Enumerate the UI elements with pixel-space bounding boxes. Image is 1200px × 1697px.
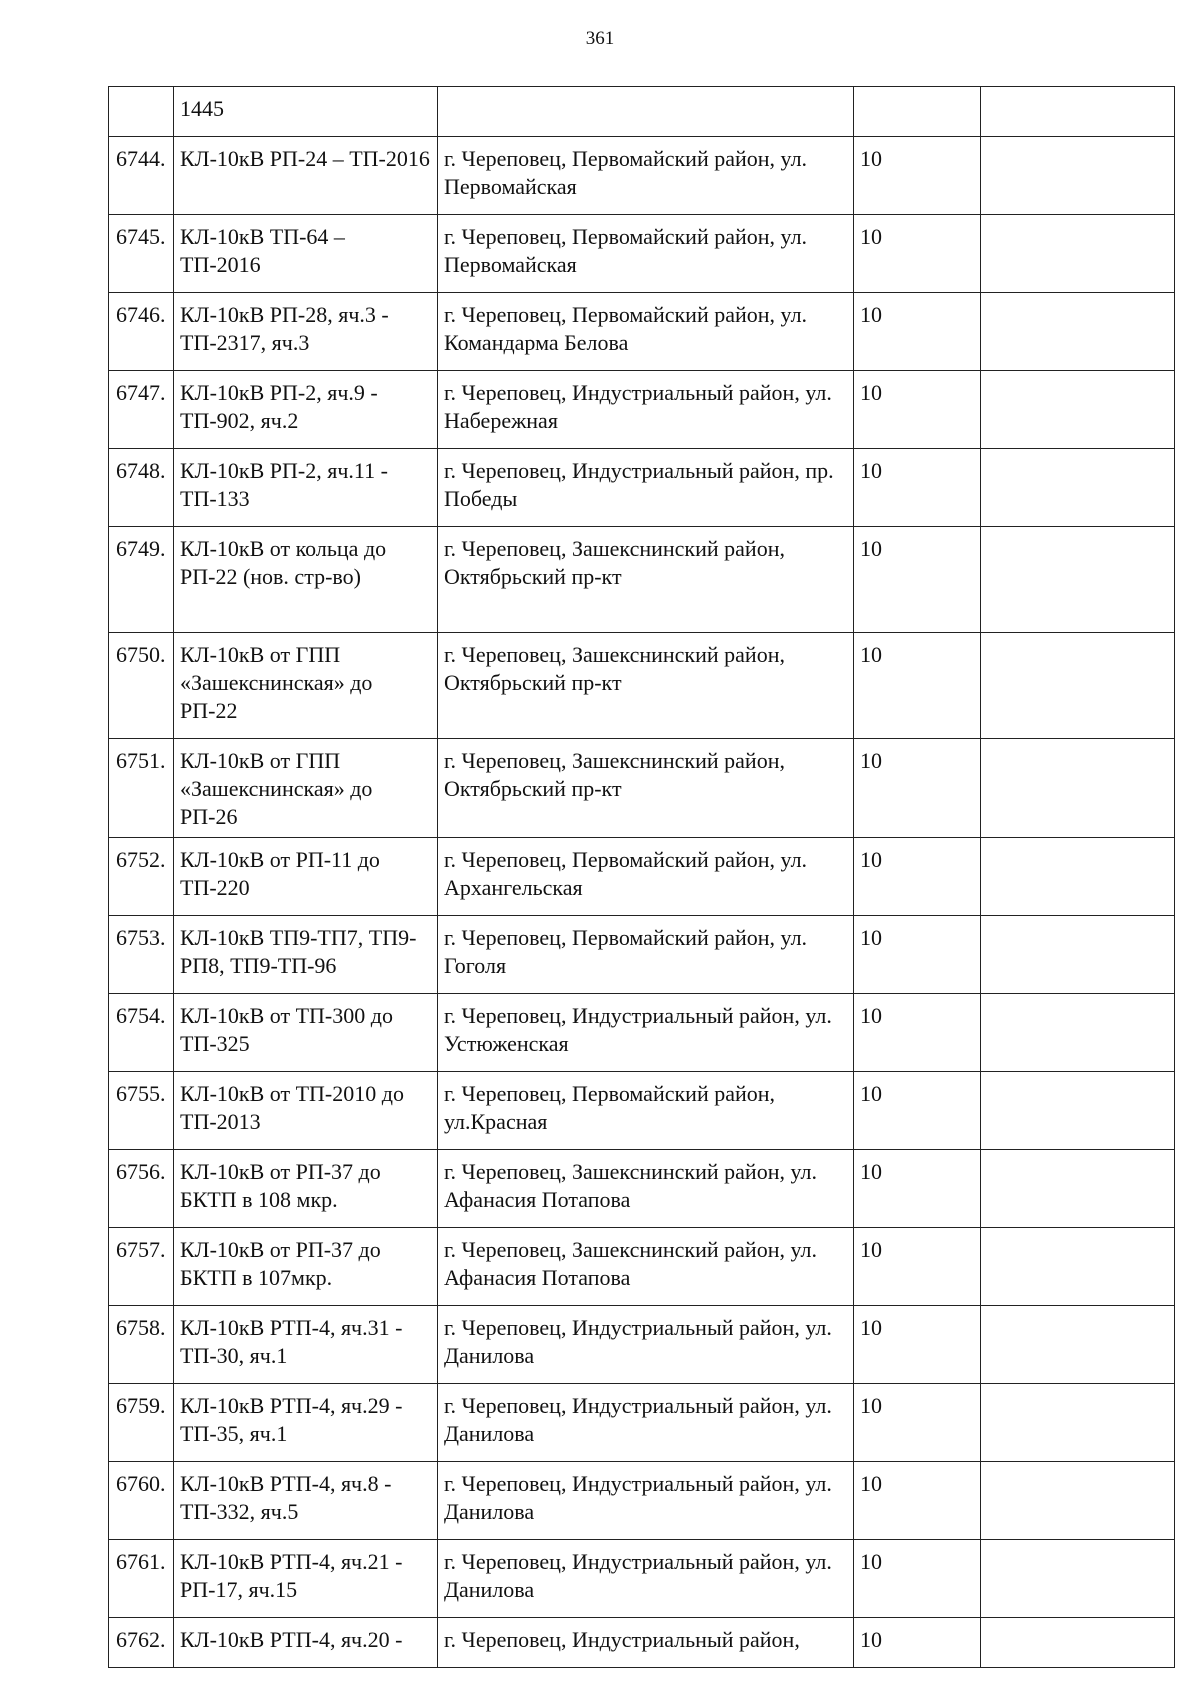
address-cell: г. Череповец, Индустриальный район, ул. Данилова xyxy=(438,1462,854,1540)
extra-cell xyxy=(981,633,1175,739)
table-row xyxy=(109,215,1175,293)
address-cell: г. Череповец, Индустриальный район, ул. Набережная xyxy=(438,371,854,449)
row-number-cell: 6755. xyxy=(109,1072,174,1150)
voltage-cell: 10 xyxy=(854,137,981,215)
table-row xyxy=(109,1228,1175,1306)
table-row xyxy=(109,1384,1175,1462)
address-cell xyxy=(438,87,854,137)
extra-cell xyxy=(981,838,1175,916)
voltage-cell: 10 xyxy=(854,449,981,527)
extra-cell xyxy=(981,1072,1175,1150)
line-name-cell: 1445 xyxy=(174,87,438,137)
line-name-cell: КЛ-10кВ от ТП-2010 до ТП-2013 xyxy=(174,1072,438,1150)
line-name-cell: КЛ-10кВ РТП-4, яч.29 - ТП-35, яч.1 xyxy=(174,1384,438,1462)
voltage-cell: 10 xyxy=(854,293,981,371)
table-row xyxy=(109,137,1175,215)
voltage-cell: 10 xyxy=(854,916,981,994)
table-row xyxy=(109,371,1175,449)
address-cell: г. Череповец, Индустриальный район, пр. Победы xyxy=(438,449,854,527)
table-row xyxy=(109,739,1175,838)
row-number-cell: 6753. xyxy=(109,916,174,994)
row-number-cell: 6747. xyxy=(109,371,174,449)
address-cell: г. Череповец, Индустриальный район, ул. Устюженская xyxy=(438,994,854,1072)
line-name-cell: КЛ-10кВ от ГПП «Зашекснинская» до РП-26 xyxy=(174,739,438,838)
voltage-cell: 10 xyxy=(854,527,981,633)
address-cell: г. Череповец, Первомайский район, ул. Первомайская xyxy=(438,137,854,215)
extra-cell xyxy=(981,87,1175,137)
extra-cell xyxy=(981,1384,1175,1462)
row-number-cell: 6748. xyxy=(109,449,174,527)
extra-cell xyxy=(981,293,1175,371)
table-row xyxy=(109,1462,1175,1540)
table-body xyxy=(109,87,1175,1668)
line-name-cell: КЛ-10кВ РП-24 – ТП-2016 xyxy=(174,137,438,215)
line-name-cell: КЛ-10кВ РТП-4, яч.31 - ТП-30, яч.1 xyxy=(174,1306,438,1384)
extra-cell xyxy=(981,527,1175,633)
table-row xyxy=(109,1072,1175,1150)
row-number-cell: 6761. xyxy=(109,1540,174,1618)
line-name-cell: КЛ-10кВ РТП-4, яч.8 - ТП-332, яч.5 xyxy=(174,1462,438,1540)
row-number-cell: 6751. xyxy=(109,739,174,838)
voltage-cell: 10 xyxy=(854,1618,981,1668)
line-name-cell: КЛ-10кВ РП-28, яч.3 - ТП-2317, яч.3 xyxy=(174,293,438,371)
voltage-cell: 10 xyxy=(854,633,981,739)
voltage-cell: 10 xyxy=(854,215,981,293)
extra-cell xyxy=(981,137,1175,215)
row-number-cell: 6757. xyxy=(109,1228,174,1306)
row-number-cell: 6744. xyxy=(109,137,174,215)
row-number-cell: 6749. xyxy=(109,527,174,633)
voltage-cell: 10 xyxy=(854,1306,981,1384)
line-name-cell: КЛ-10кВ РП-2, яч.9 - ТП-902, яч.2 xyxy=(174,371,438,449)
address-cell: г. Череповец, Первомайский район, ул. Первомайская xyxy=(438,215,854,293)
row-number-cell xyxy=(109,87,174,137)
address-cell: г. Череповец, Первомайский район, ул. Командарма Белова xyxy=(438,293,854,371)
extra-cell xyxy=(981,739,1175,838)
line-name-cell: КЛ-10кВ от РП-11 до ТП-220 xyxy=(174,838,438,916)
table-row xyxy=(109,838,1175,916)
row-number-cell: 6752. xyxy=(109,838,174,916)
extra-cell xyxy=(981,1462,1175,1540)
address-cell: г. Череповец, Индустриальный район, ул. Данилова xyxy=(438,1540,854,1618)
line-name-cell: КЛ-10кВ от кольца до РП-22 (нов. стр-во) xyxy=(174,527,438,633)
extra-cell xyxy=(981,1228,1175,1306)
row-number-cell: 6758. xyxy=(109,1306,174,1384)
voltage-cell: 10 xyxy=(854,838,981,916)
extra-cell xyxy=(981,916,1175,994)
voltage-cell: 10 xyxy=(854,1072,981,1150)
address-cell: г. Череповец, Зашекснинский район, Октябрьский пр-кт xyxy=(438,739,854,838)
table-row xyxy=(109,1150,1175,1228)
table-row xyxy=(109,293,1175,371)
line-name-cell: КЛ-10кВ ТП-64 – ТП-2016 xyxy=(174,215,438,293)
voltage-cell: 10 xyxy=(854,1228,981,1306)
page-number: 361 xyxy=(585,28,615,49)
table-row xyxy=(109,449,1175,527)
line-name-cell: КЛ-10кВ от ГПП «Зашекснинская» до РП-22 xyxy=(174,633,438,739)
row-number-cell: 6759. xyxy=(109,1384,174,1462)
extra-cell xyxy=(981,1618,1175,1668)
table-row-continuation xyxy=(109,87,1175,137)
table-row xyxy=(109,916,1175,994)
line-name-cell: КЛ-10кВ РТП-4, яч.20 - xyxy=(174,1618,438,1668)
voltage-cell: 10 xyxy=(854,1540,981,1618)
voltage-cell: 10 xyxy=(854,1150,981,1228)
row-number-cell: 6760. xyxy=(109,1462,174,1540)
address-cell: г. Череповец, Зашекснинский район, Октябрьский пр-кт xyxy=(438,527,854,633)
address-cell: г. Череповец, Первомайский район, ул. Гоголя xyxy=(438,916,854,994)
table-row xyxy=(109,1618,1175,1668)
extra-cell xyxy=(981,1306,1175,1384)
line-name-cell: КЛ-10кВ РТП-4, яч.21 - РП-17, яч.15 xyxy=(174,1540,438,1618)
voltage-cell: 10 xyxy=(854,739,981,838)
extra-cell xyxy=(981,215,1175,293)
line-name-cell: КЛ-10кВ ТП9-ТП7, ТП9-РП8, ТП9-ТП-96 xyxy=(174,916,438,994)
address-cell: г. Череповец, Первомайский район, ул.Красная xyxy=(438,1072,854,1150)
row-number-cell: 6745. xyxy=(109,215,174,293)
address-cell: г. Череповец, Зашекснинский район, ул. Афанасия Потапова xyxy=(438,1150,854,1228)
row-number-cell: 6762. xyxy=(109,1618,174,1668)
row-number-cell: 6746. xyxy=(109,293,174,371)
line-name-cell: КЛ-10кВ от ТП-300 до ТП-325 xyxy=(174,994,438,1072)
voltage-cell: 10 xyxy=(854,1384,981,1462)
line-name-cell: КЛ-10кВ от РП-37 до БКТП в 107мкр. xyxy=(174,1228,438,1306)
table-row xyxy=(109,1540,1175,1618)
address-cell: г. Череповец, Индустриальный район, xyxy=(438,1618,854,1668)
line-name-cell: КЛ-10кВ от РП-37 до БКТП в 108 мкр. xyxy=(174,1150,438,1228)
address-cell: г. Череповец, Индустриальный район, ул. Данилова xyxy=(438,1384,854,1462)
extra-cell xyxy=(981,449,1175,527)
table-row xyxy=(109,994,1175,1072)
voltage-cell: 10 xyxy=(854,1462,981,1540)
table-row xyxy=(109,633,1175,739)
table-row xyxy=(109,1306,1175,1384)
extra-cell xyxy=(981,371,1175,449)
address-cell: г. Череповец, Первомайский район, ул. Архангельская xyxy=(438,838,854,916)
voltage-cell: 10 xyxy=(854,994,981,1072)
row-number-cell: 6756. xyxy=(109,1150,174,1228)
table-row xyxy=(109,527,1175,633)
voltage-cell xyxy=(854,87,981,137)
row-number-cell: 6750. xyxy=(109,633,174,739)
extra-cell xyxy=(981,1540,1175,1618)
extra-cell xyxy=(981,994,1175,1072)
address-cell: г. Череповец, Зашекснинский район, Октябрьский пр-кт xyxy=(438,633,854,739)
voltage-cell: 10 xyxy=(854,371,981,449)
line-name-cell: КЛ-10кВ РП-2, яч.11 - ТП-133 xyxy=(174,449,438,527)
extra-cell xyxy=(981,1150,1175,1228)
cable-lines-table xyxy=(108,86,1175,1668)
row-number-cell: 6754. xyxy=(109,994,174,1072)
address-cell: г. Череповец, Индустриальный район, ул. Данилова xyxy=(438,1306,854,1384)
address-cell: г. Череповец, Зашекснинский район, ул. Афанасия Потапова xyxy=(438,1228,854,1306)
